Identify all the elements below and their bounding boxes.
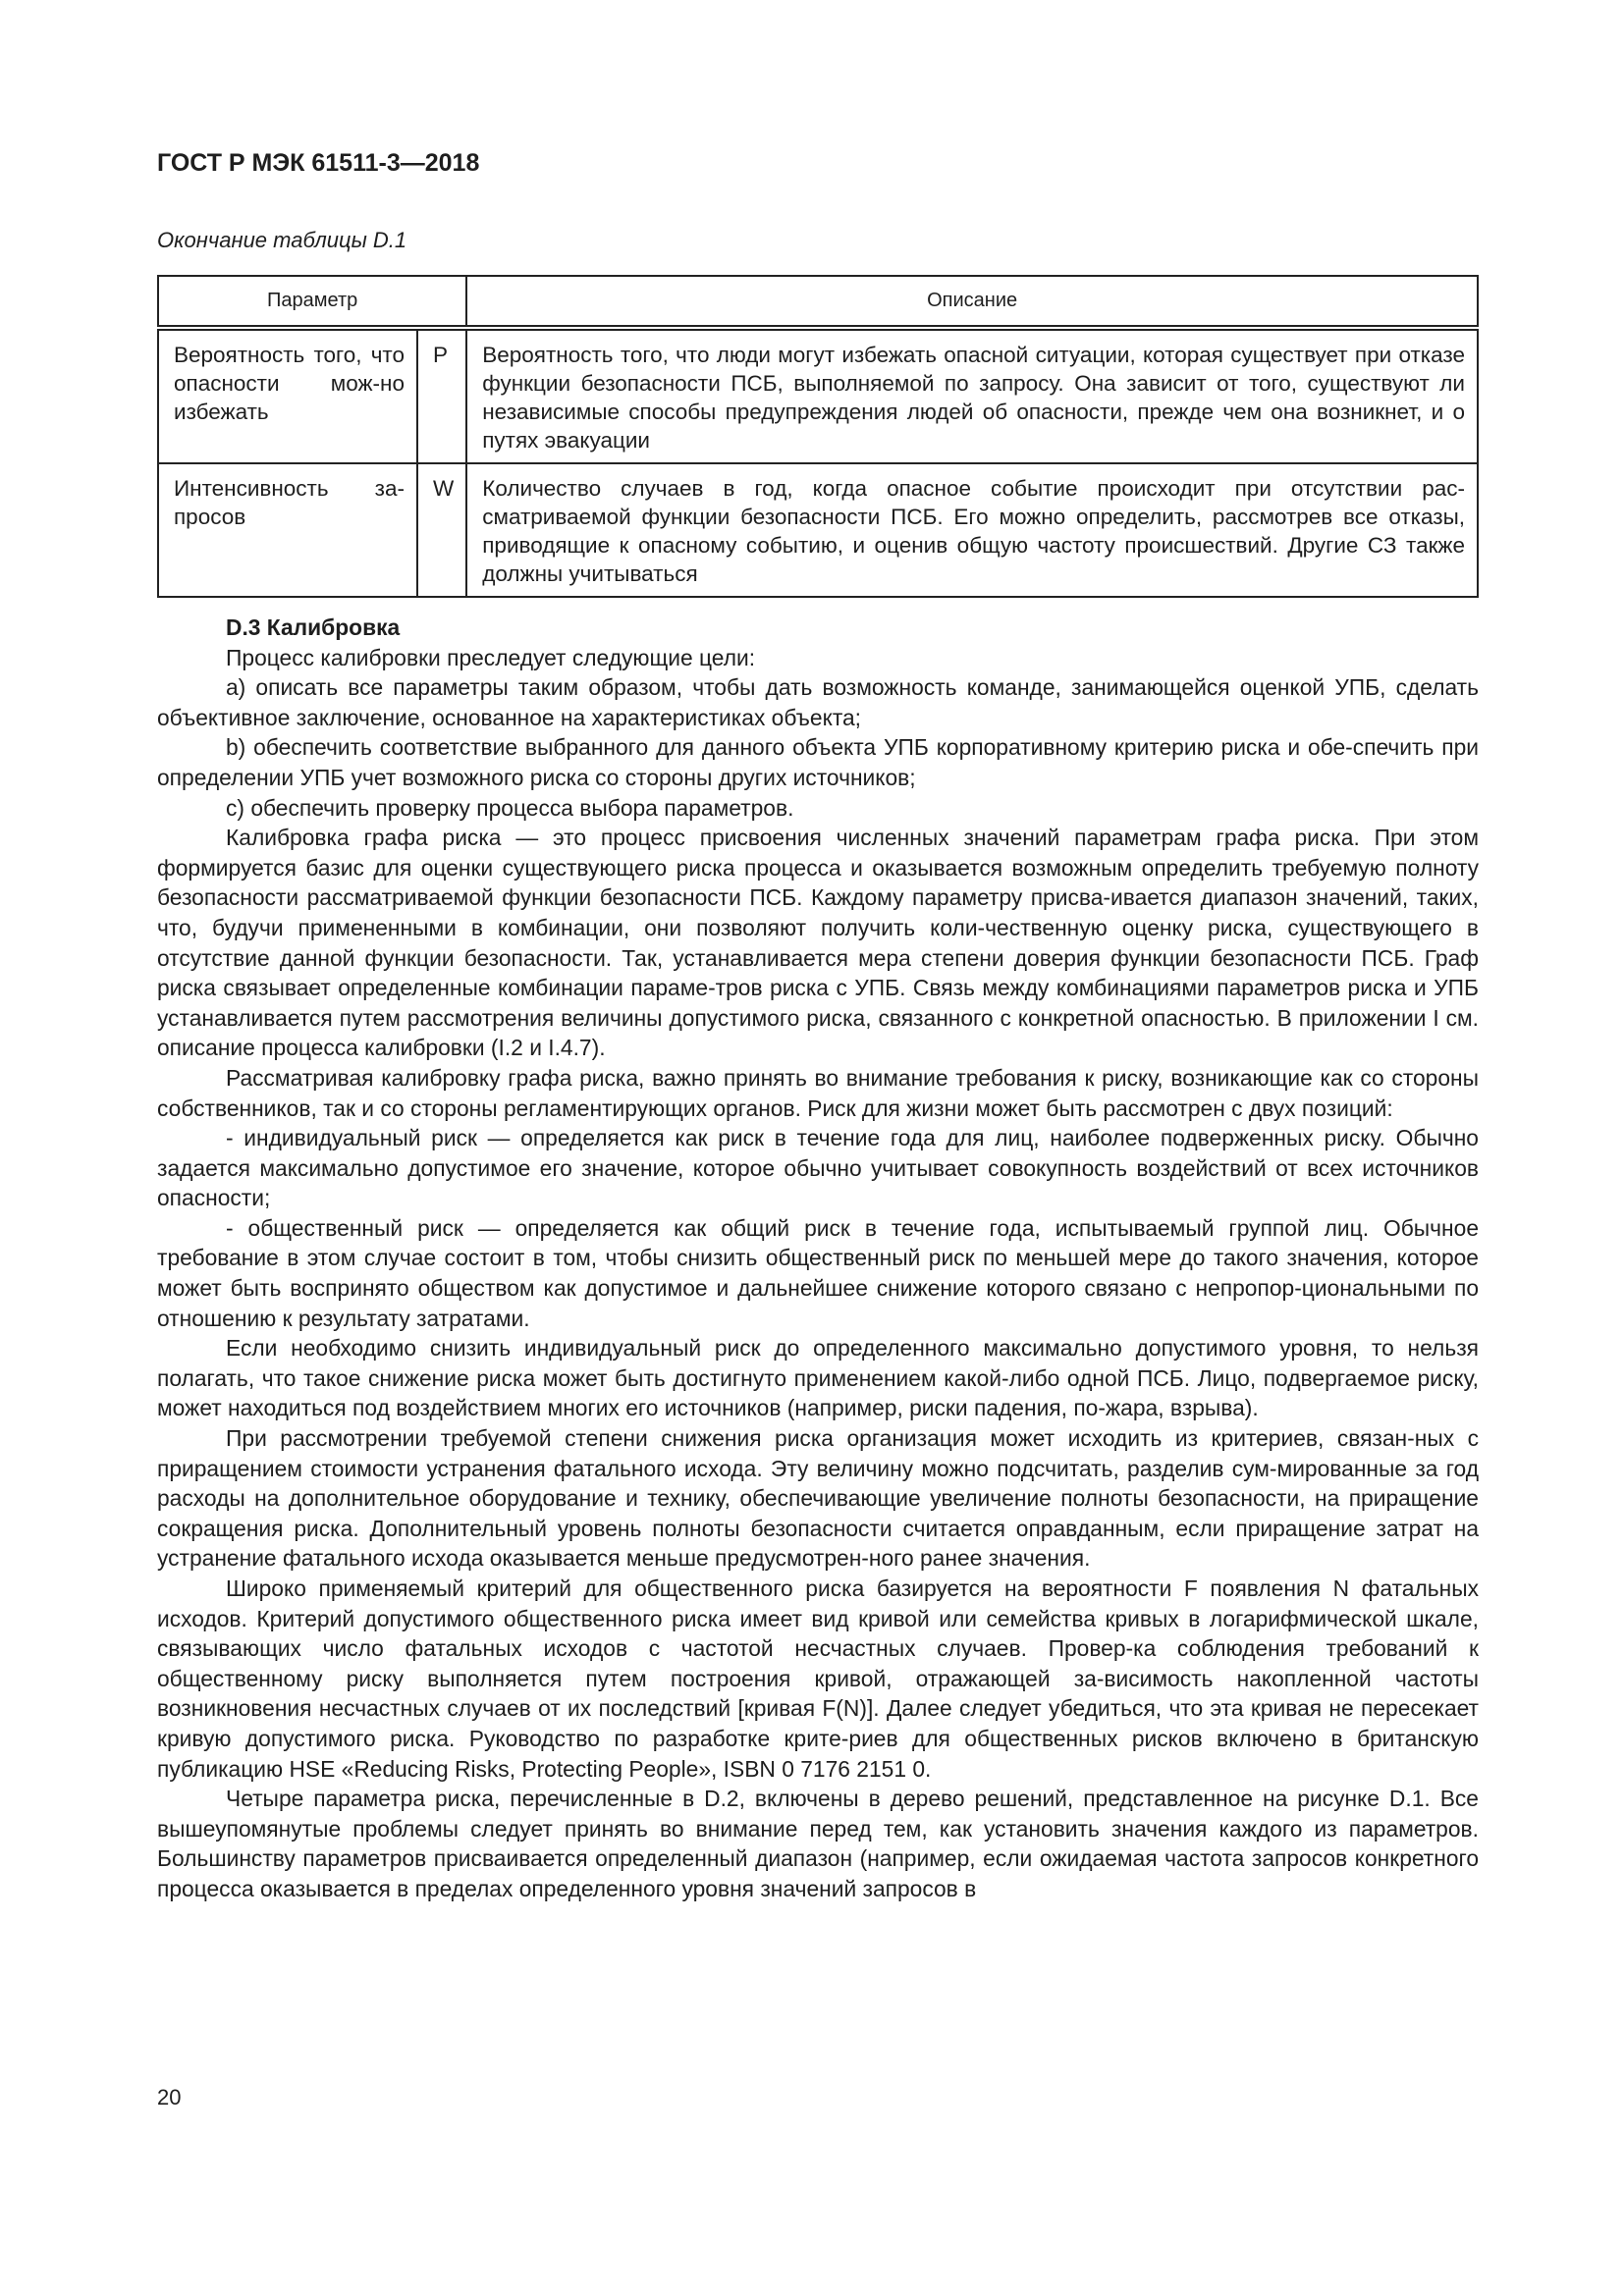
paragraph: При рассмотрении требуемой степени снижения риска организация может исходить из критериев, связан-ных с приращением стоимости устранения фатального исхода. Эту величину можно подсчитать, разделив сум-мированные за год расходы на дополнительное оборудование и технику, обеспечивающие увеличение полноты безопасности, на приращение сокращения риска. Дополнительный уровень полноты безопасности считается оправданным, если приращение затрат на устранение фатального исхода оказывается меньше предусмотрен-ного ранее значения.: [157, 1425, 1479, 1572]
table-row: [158, 463, 1478, 597]
document-header: ГОСТ Р МЭК 61511-3—2018: [157, 149, 480, 177]
paragraph: Рассматривая калибровку графа риска, важно принять во внимание требования к риску, возникающие как со стороны собственников, так и со стороны регламентирующих органов. Риск для жизни может быть рассмотрен с двух позиций:: [157, 1064, 1479, 1121]
list-item: a) описать все параметры таким образом, чтобы дать возможность команде, занимающейся оценкой УПБ, сделать объективное заключение, основанное на характеристиках объекта;: [157, 674, 1479, 730]
table-header-row: [158, 276, 1478, 328]
section-title: D.3 Калибровка: [226, 614, 401, 640]
parameter-name: Вероятность того, что опасности мож-но избежать: [158, 328, 417, 463]
document-body: [157, 613, 1479, 1904]
paragraph: Калибровка графа риска — это процесс присвоения численных значений параметрам графа риска. При этом формируется базис для оценки существующего риска процесса и оказывается возможным определить требуемую полноту безопасности рассматриваемой функции безопасности ПСБ. Каждому параметру присва-ивается диапазон значений, таких, что, будучи примененными в комбинации, они позволяют получить коли-чественную оценку риска, существующего в отсутствие данной функции безопасности. Так, устанавливается мера степени доверия функции безопасности ПСБ. Граф риска связывает определенные комбинации параме-тров риска с УПБ. Связь между комбинациями параметров риска и УПБ устанавливается путем рассмотрения величины допустимого риска, связанного с конкретной опасностью. В приложении I см. описание процесса калибровки (I.2 и I.4.7).: [157, 825, 1479, 1061]
column-header-parameter: Параметр: [158, 276, 466, 328]
list-item: - индивидуальный риск — определяется как риск в течение года для лиц, наиболее подверженных риску. Обычно задается максимально допустимое его значение, которое обычно учитывает совокупность воздействий от всех источников опасности;: [157, 1125, 1479, 1211]
paragraph: Широко применяемый критерий для общественного риска базируется на вероятности F появления N фатальных исходов. Критерий допустимого общественного риска имеет вид кривой или семейства кривых в логарифмической шкале, связывающих число фатальных исходов с частотой несчастных случаев. Провер-ка соблюдения требований к общественному риску выполняется путем построения кривой, отражающей за-висимость накопленной частоты возникновения несчастных случаев от их последствий [кривая F(N)]. Далее следует убедиться, что эта кривая не пересекает кривую допустимого риска. Руководство по разработке крите-риев для общественных рисков включено в британскую публикацию HSE «Reducing Risks, Protecting People», ISBN 0 7176 2151 0.: [157, 1575, 1479, 1782]
table-row: [158, 328, 1478, 463]
list-item: b) обеспечить соответствие выбранного для данного объекта УПБ корпоративному критерию риска и обе-спечить при определении УПБ учет возможного риска со стороны других источников;: [157, 734, 1479, 790]
paragraph: Если необходимо снизить индивидуальный риск до определенного максимально допустимого уровня, то нельзя полагать, что такое снижение риска может быть достигнуто применением какой-либо одной ПСБ. Лицо, подвергаемое риску, может находиться под воздействием многих его источников (например, риски падения, по-жара, взрыва).: [157, 1335, 1479, 1421]
list-item: c) обеспечить проверку процесса выбора параметров.: [226, 794, 794, 821]
parameter-name: Интенсивность за-просов: [158, 463, 417, 597]
parameter-symbol: W: [417, 463, 466, 597]
paragraph: Процесс калибровки преследует следующие цели:: [226, 644, 756, 670]
column-header-description: Описание: [466, 276, 1478, 328]
parameters-table: [157, 275, 1479, 598]
list-item: - общественный риск — определяется как общий риск в течение года, испытываемый группой лиц. Обычное требование в этом случае состоит в том, чтобы снизить общественный риск по меньшей мере до такого значения, которое может быть воспринято обществом как допустимое и дальнейшее снижение которого связано с непропор-циональными по отношению к результату затратами.: [157, 1214, 1479, 1331]
table-caption: Окончание таблицы D.1: [157, 228, 407, 252]
paragraph: Четыре параметра риска, перечисленные в D.2, включены в дерево решений, представленное на рисунке D.1. Все вышеупомянутые проблемы следует принять во внимание перед тем, как установить значения каждого из параметров. Большинству параметров присваивается определенный диапазон (например, если ожидаемая частота запросов конкретного процесса оказывается в пределах определенного уровня значений запросов в: [157, 1786, 1479, 1901]
parameter-description: Вероятность того, что люди могут избежать опасной ситуации, которая существует при отказе функции безопасности ПСБ, выполняемой по запросу. Она зависит от того, существуют ли независимые способы предупреждения людей об опасности, прежде чем она возникнет, и о путях эвакуации: [466, 328, 1478, 463]
parameter-description: Количество случаев в год, когда опасное событие происходит при отсутствии рас-сматриваемой функции безопасности ПСБ. Его можно определить, рассмотрев все отказы, приводящие к опасному событию, и оценив общую частоту происшествий. Другие СЗ также должны учитываться: [466, 463, 1478, 597]
parameter-symbol: P: [417, 328, 466, 463]
page-number: 20: [157, 2085, 182, 2109]
